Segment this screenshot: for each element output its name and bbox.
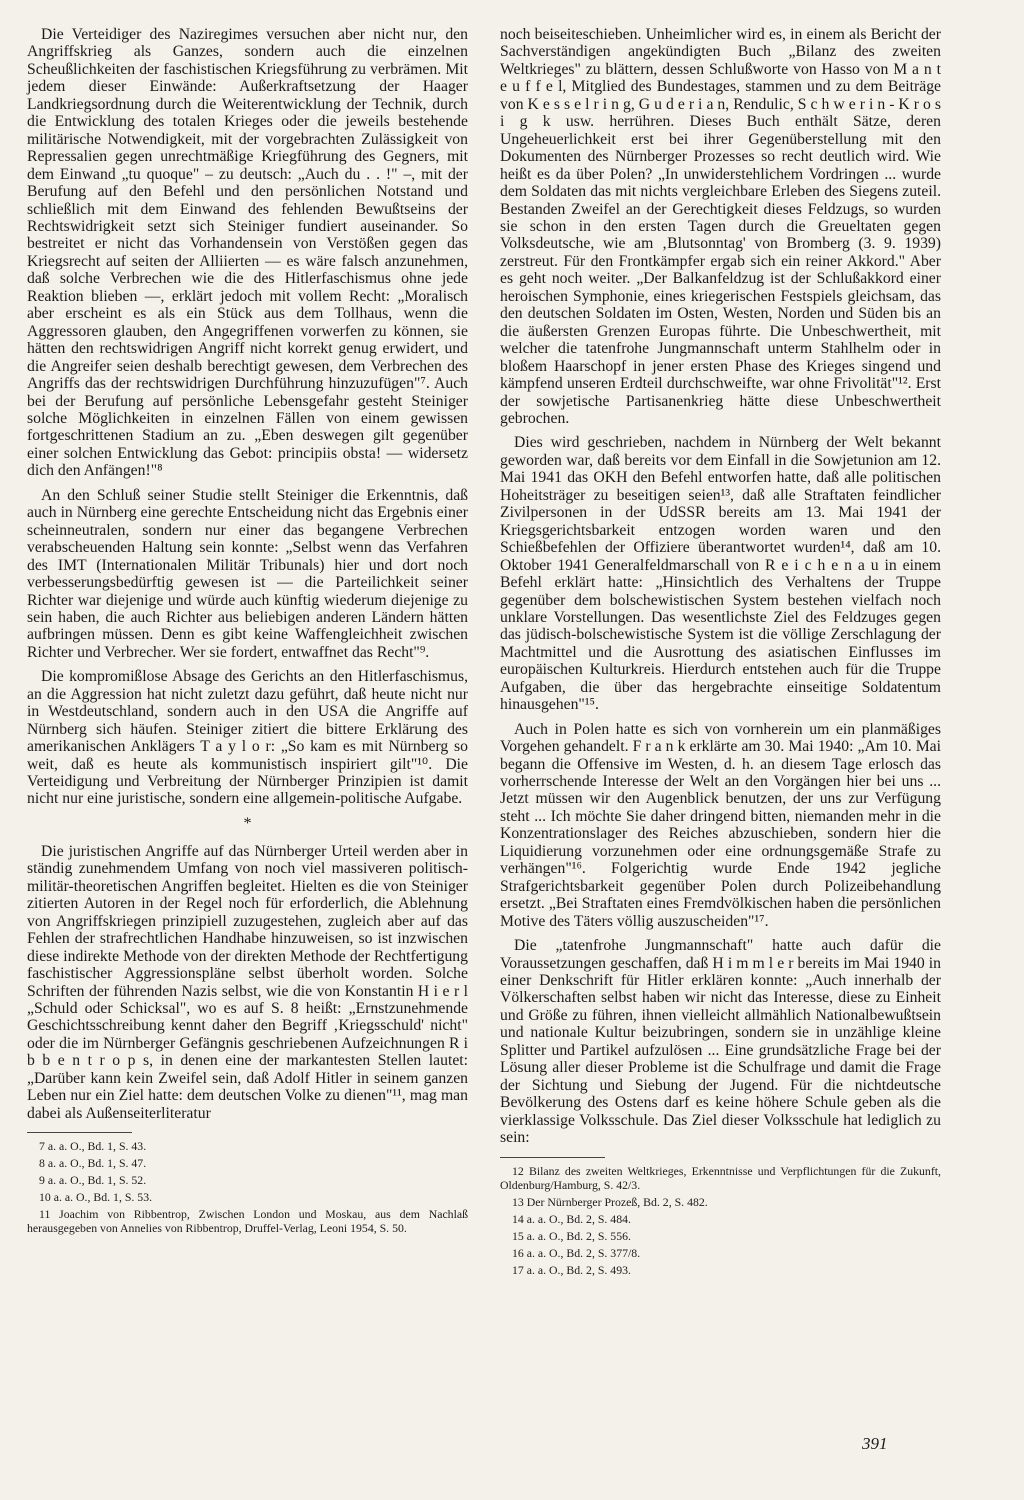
left-column	[27, 26, 468, 1238]
footnotes-left	[27, 1139, 468, 1235]
footnote: 15 a. a. O., Bd. 2, S. 556.	[512, 1228, 631, 1243]
footnote: 17 a. a. O., Bd. 2, S. 493.	[512, 1262, 631, 1277]
body-paragraph: Die Verteidiger des Naziregimes versuchen aber nicht nur, den Angriffskrieg als Ganzes, sondern auch die einzelnen Scheußlichkeiten der faschistischen Kriegsführung zu verbrämen. Mit jedem dieser Einwände: Außerkraftsetzung der Haager Landkriegsordnung durch die Weiterentwicklung der Technik, durch die Entwicklung des totalen Krieges oder die jeweils bestehende militärische Notwendigkeit, mit der vorgebrachten Zulässigkeit von Repressalien gegen unrechtmäßige Kriegführung des Gegners, mit dem Einwand „tu quoque" – zu deutsch: „Auch du . . !" –, mit der Berufung auf den Befehl und den persönlichen Notstand und schließlich mit dem Einwand des fehlenden Bewußtseins der Rechtswidrigkeit setzt sich Steiniger fundiert auseinander. So bestreitet er nicht das Vorhandensein von Verstößen gegen das Kriegsrecht auf seiten der Alliierten — es wäre falsch anzunehmen, daß solche Verbrechen wie die des Hitlerfaschismus ohne jede Reaktion blieben —, erklärt jedoch mit vollem Recht: „Moralisch aber erscheint es als ein Stück aus dem Tollhaus, wenn die Aggressoren glauben, den Angegriffenen vorwerfen zu können, sie hätten den rechtswidrigen Angriff nicht korrekt genug erwidert, und die Angreifer seien deshalb berechtigt gewesen, dem Verbrechen des Angriffs das der rechtswidrigen Durchführung hinzuzufügen"⁷. Auch bei der Berufung auf persönliche Lebensgefahr gesteht Steiniger solche Möglichkeiten in einzelnen Fällen von einem gewissen fortgeschrittenen Stadium an zu. „Eben deswegen gilt gegenüber einer solchen Entwicklung das Gebot: principiis obsta! — widersetz dich den Anfängen!"⁸	[27, 26, 468, 480]
footnote: 10 a. a. O., Bd. 1, S. 53.	[39, 1190, 153, 1205]
body-paragraph: Dies wird geschrieben, nachdem in Nürnberg der Welt bekannt geworden war, daß bereits vor dem Einfall in die Sowjetunion am 12. Mai 1941 das OKH den Befehl entworfen hatte, daß alle politischen Hoheitsträger zu beseitigen seien¹³, daß alle Straftaten feindlicher Zivilpersonen in der UdSSR bereits am 13. Mai 1941 der Kriegsgerichtsbarkeit entzogen worden waren und den Schießbefehlen der Offiziere überantwortet wurden¹⁴, daß am 10. Oktober 1941 Generalfeldmarschall von R e i c h e n a u in einem Befehl erklärt hatte: „Hinsichtlich des Verhaltens der Truppe gegenüber dem bolschewistischen System bestehen vielfach noch unklare Vorstellungen. Das wesentlichste Ziel des Feldzuges gegen das jüdisch-bolschewistische System ist die völlige Zerschlagung der Machtmittel und die Ausrottung des asiatischen Einflusses im europäischen Kulturkreis. Hierdurch entstehen auch für die Truppe Aufgaben, die über das hergebrachte einseitige Soldatentum hinausgehen"¹⁵.	[500, 434, 941, 714]
body-paragraph: Die „tatenfrohe Jungmannschaft" hatte auch dafür die Voraussetzungen geschaffen, daß H i m m l e r bereits im Mai 1940 in einer Denkschrift für Hitler erklären konnte: „Auch innerhalb der Völkerschaften selbst haben wir nicht das Interesse, diese zu Einheit und Größe zu führen, ihnen vielleicht allmählich Nationalbewußtsein und nationale Kultur beizubringen, sondern sie in unzählige kleine Splitter und Partikel aufzulösen ... Eine grundsätzliche Frage bei der Lösung aller dieser Probleme ist die Schulfrage und damit die Frage der Sichtung und Siebung der Jugend. Für die nichtdeutsche Bevölkerung des Ostens darf es keine höhere Schule geben als die vierklassige Volksschule. Das Ziel dieser Volksschule hat lediglich zu sein:	[500, 937, 941, 1147]
footnote-rule	[27, 1132, 132, 1133]
footnote: 13 Der Nürnberger Prozeß, Bd. 2, S. 482.	[512, 1194, 708, 1209]
footnote: 12 Bilanz des zweiten Weltkrieges, Erkenntnisse und Verpflichtungen für die Zukunft, Oldenburg/Hamburg, S. 42/3.	[500, 1163, 941, 1192]
body-paragraph: noch beiseiteschieben. Unheimlicher wird es, in einem als Bericht der Sachverständigen angekündigten Buch „Bilanz des zweiten Weltkrieges" zu blättern, dessen Schlußworte von Hasso von M a n t e u f f e l, Mitglied des Bundestages, stammen und zu dem Beiträge von K e s s e l r i n g, G u d e r i a n, Rendulic, S c h w e r i n - K r o s i g k usw. herrühren. Dieses Buch enthält Sätze, deren Ungeheuerlichkeit erst bei ihrer Gegenüberstellung mit den Dokumenten des Nürnberger Prozesses so recht deutlich wird. Wie heißt es da über Polen? „In unwiderstehlichem Vordringen ... wurde dem Soldaten das mit nichts vergleichbare Erleben des Siegens zuteil. Bestanden Zweifel an der Gerechtigkeit dieses Feldzugs, so wurden sie schon in den ersten Tagen durch die Greueltaten gegen Volksdeutsche, wie am ‚Blutsonntag' von Bromberg (3. 9. 1939) zerstreut. Für den Frontkämpfer ergab sich ein reiner Akkord." Aber es geht noch weiter. „Der Balkanfeldzug ist der Schlußakkord einer heroischen Symphonie, eines kriegerischen Festspiels gleichsam, das den deutschen Soldaten im Osten, Westen, Norden und Süden bis an die äußersten Grenzen Europas führte. Die Unbeschwertheit, mit welcher die tatenfrohe Jungmannschaft unterm Stahlhelm oder in bloßem Haarschopf in jener ersten Phase des Krieges singend und kämpfend unseren Erdteil durchschweifte, war ohne Frivolität"¹². Erst der sowjetische Partisanenkrieg hätte diese Unbeschwertheit gebrochen.	[500, 26, 941, 427]
footnote: 16 a. a. O., Bd. 2, S. 377/8.	[512, 1245, 641, 1260]
body-paragraph: An den Schluß seiner Studie stellt Steiniger die Erkenntnis, daß auch in Nürnberg eine gerechte Entscheidung nicht das Ergebnis einer scheinneutralen, sondern nur einer das begangene Verbrechen verabscheuenden Haltung sein konnte: „Selbst wenn das Verfahren des IMT (Internationalen Militär Tribunals) hier und dort noch verbesserungsbedürftig gewesen ist — die Parteilichkeit seiner Richter war diejenige und würde auch künftig wiederum diejenige zu sein haben, die auch Richter aus beliebigen anderen Ländern hätten aufbringen müssen. Denn es gibt keine Waffengleichheit zwischen Richter und Verbrecher. Wer sie fordert, entwaffnet das Recht"⁹.	[27, 486, 468, 661]
body-paragraph: Die juristischen Angriffe auf das Nürnberger Urteil werden aber in ständig zunehmendem Umfang von noch viel massiveren politisch-militär-theoretischen Angriffen begleitet. Hielten es die von Steiniger zitierten Autoren in der Regel noch für erforderlich, die Ablehnung von Angriffskriegen prinzipiell zuzugestehen, zugleich aber auf das Fehlen der strafrechtlichen Handhabe hinzuweisen, so ist inzwischen diese indirekte Methode von der direkten Methode der Rechtfertigung faschistischer Aggressionspläne selbst überholt worden. Solche Schriften der führenden Nazis selbst, wie die von Konstantin H i e r l „Schuld oder Schicksal", wo es auf S. 8 heißt: „Ernstzunehmende Geschichtsschreibung kennt daher den Begriff ‚Kriegsschuld' nicht" oder die im Nürnberger Gefängnis geschriebenen Aufzeichnungen R i b b e n t r o p s, in denen eine der markantesten Stellen lautet: „Darüber kann kein Zweifel sein, daß Adolf Hitler in seinem ganzen Leben nur ein Ziel hatte: dem deutschen Volke zu dienen"¹¹, mag man dabei als Außenseiterliteratur	[27, 842, 468, 1122]
footnote: 14 a. a. O., Bd. 2, S. 484.	[512, 1211, 631, 1226]
footnote: 9 a. a. O., Bd. 1, S. 52.	[39, 1173, 147, 1188]
footnote: 8 a. a. O., Bd. 1, S. 47.	[39, 1156, 147, 1171]
footnote-rule	[500, 1157, 605, 1158]
section-separator: *	[243, 814, 252, 832]
footnote: 11 Joachim von Ribbentrop, Zwischen London und Moskau, aus dem Nachlaß herausgegeben von Annelies von Ribbentrop, Druffel-Verlag, Leoni 1954, S. 50.	[27, 1207, 468, 1236]
footnote: 7 a. a. O., Bd. 1, S. 43.	[39, 1139, 147, 1154]
body-paragraph: Die kompromißlose Absage des Gerichts an den Hitlerfaschismus, an die Aggression hat nicht zuletzt dazu geführt, daß heute nicht nur in Westdeutschland, sondern auch in den USA die Angriffe auf Nürnberg sich häufen. Steiniger zitiert die bittere Erklärung des amerikanischen Anklägers T a y l o r: „So kam es mit Nürnberg so weit, daß es heute als kommunistisch inspiriert gilt"¹⁰. Die Verteidigung und Verbreitung der Nürnberger Prinzipien ist damit nicht nur eine juristische, sondern eine allgemein-politische Aufgabe.	[27, 668, 468, 808]
footnotes-right	[500, 1164, 941, 1277]
right-column	[500, 26, 941, 1280]
page-number: 391	[862, 1434, 888, 1453]
body-paragraph: Auch in Polen hatte es sich von vornherein um ein planmäßiges Vorgehen gehandelt. F r a n k erklärte am 30. Mai 1940: „Am 10. Mai begann die Offensive im Westen, d. h. an diesem Tage erlosch das vorherrschende Interesse der Welt an den Vorgängen hier bei uns ... Jetzt müssen wir den Augenblick benutzen, der uns zur Verfügung steht ... Ich möchte Sie daher dringend bitten, niemanden mehr in die Konzentrationslager des Reiches abzuschieben, sondern hier die Liquidierung vorzunehmen oder eine ordnungsgemäße Strafe zu verhängen"¹⁶. Folgerichtig wurde Ende 1942 jegliche Strafgerichtsbarkeit gegenüber Polen durch Polizeibehandlung ersetzt. „Bei Straftaten eines Fremdvölkischen haben die persönlichen Motive des Täters völlig auszuscheiden"¹⁷.	[500, 720, 941, 930]
